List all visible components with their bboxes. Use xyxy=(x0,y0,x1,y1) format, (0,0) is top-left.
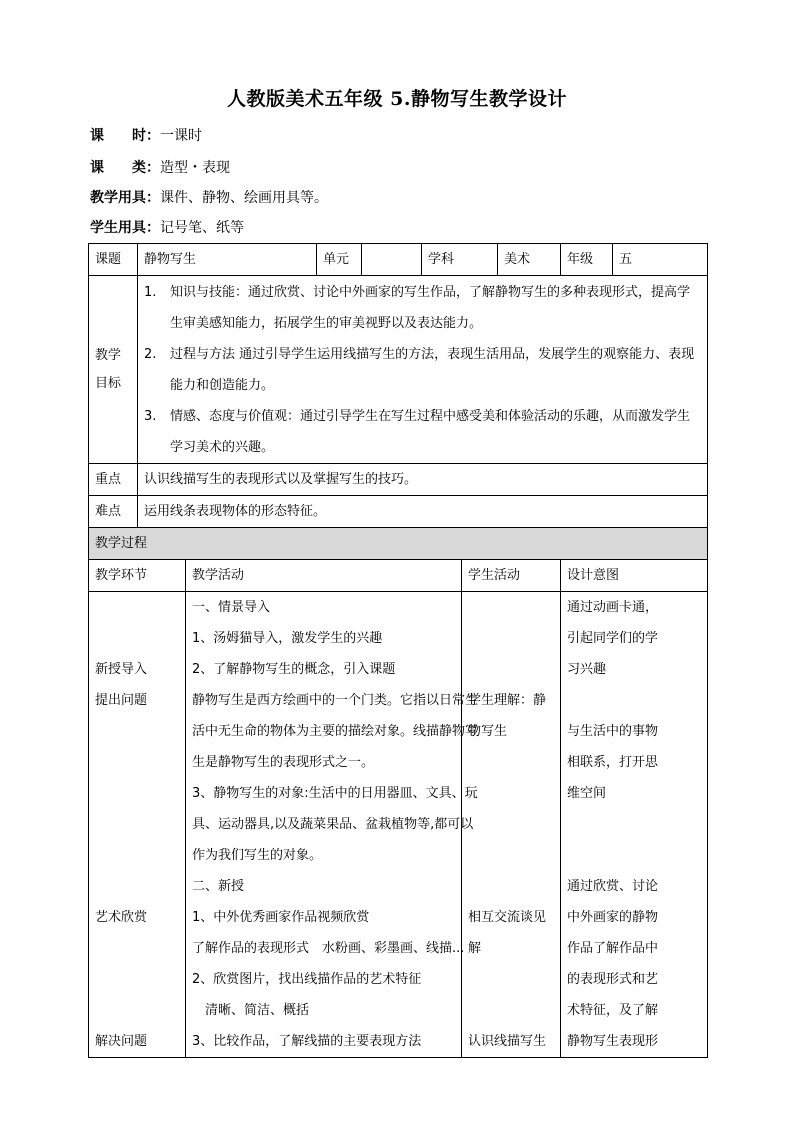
activity-line: 清晰、简洁、概括 xyxy=(192,1003,310,1018)
objective-item xyxy=(144,401,701,463)
activity-line: 2、了解静物写生的概念，引入课题 xyxy=(192,662,396,677)
student-header: 学生活动 xyxy=(462,560,561,592)
stage-line xyxy=(95,933,179,964)
stage-line: 艺术欣赏 xyxy=(95,910,148,925)
student-line: 解 xyxy=(468,941,482,956)
student-line xyxy=(468,995,554,1026)
objective-text: 情感、态度与价值观：通过引导学生在写生过程中感受美和体验活动的乐趣，从而激发学生学习美术的兴趣。 xyxy=(170,408,691,455)
objective-item xyxy=(144,277,701,339)
intent-line: 通过动画卡通， xyxy=(567,600,659,615)
activity-line: 作为我们写生的对象。 xyxy=(192,848,323,863)
activity-line: 2、欣赏图片，找出线描作品的艺术特征 xyxy=(192,972,422,987)
student-line: 相互交流谈见 xyxy=(468,910,547,925)
activity-line: 1、汤姆猫导入，激发学生的兴趣 xyxy=(192,631,383,646)
student-line xyxy=(468,809,554,840)
intent-line xyxy=(567,809,701,840)
student-line xyxy=(468,964,554,995)
student-line xyxy=(468,747,554,778)
stage-line xyxy=(95,964,179,995)
activity-line: 静物写生是西方绘画中的一个门类。它指以日常生 xyxy=(192,693,479,708)
intent-line: 通过欣赏、讨论 xyxy=(567,879,659,894)
objectives-label xyxy=(89,276,138,464)
intent-line: 相联系，打开思 xyxy=(567,755,659,770)
activity-line: 生是静物写生的表现形式之一。 xyxy=(192,755,375,770)
topic-label: 课题 xyxy=(89,244,138,276)
process-body-row xyxy=(89,592,708,1058)
difficulty-row xyxy=(89,496,708,528)
objectives-content xyxy=(138,276,708,464)
stage-line xyxy=(95,840,179,871)
activity-line: 具、运动器具,以及蔬菜果品、盆栽植物等,都可以 xyxy=(192,817,474,832)
student-line xyxy=(468,840,554,871)
key-point-label: 重点 xyxy=(89,464,138,496)
meta-teacher-tools xyxy=(90,187,328,207)
unit-value xyxy=(362,244,422,276)
key-point-text: 认识线描写生的表现形式以及掌握写生的技巧。 xyxy=(138,464,708,496)
activity-header: 教学活动 xyxy=(186,560,462,592)
intent-line xyxy=(567,840,701,871)
stage-line xyxy=(95,778,179,809)
objective-number: 2. xyxy=(144,346,157,362)
activity-line: 活中无生命的物体为主要的描绘对象。线描静物写 xyxy=(192,724,479,739)
objectives-row xyxy=(89,276,708,464)
topic-value: 静物写生 xyxy=(138,244,317,276)
intent-line: 中外画家的静物 xyxy=(567,910,659,925)
activity-line: 一、情景导入 xyxy=(192,600,271,615)
meta-period xyxy=(90,125,202,145)
stage-line xyxy=(95,592,179,623)
stage-line: 解决问题 xyxy=(95,1034,148,1049)
intent-line: 维空间 xyxy=(567,786,607,801)
key-point-row xyxy=(89,464,708,496)
intent-line: 作品了解作品中 xyxy=(567,941,659,956)
grade-label: 年级 xyxy=(561,244,613,276)
subject-value: 美术 xyxy=(498,244,561,276)
intent-line: 与生活中的事物 xyxy=(567,724,659,739)
intent-column xyxy=(561,592,708,1058)
stage-line: 新授导入 xyxy=(95,662,148,677)
stage-line xyxy=(95,623,179,654)
activity-line: 了解作品的表现形式 水粉画、彩墨画、线描... xyxy=(192,941,465,956)
stage-column xyxy=(89,592,186,1058)
intent-line xyxy=(567,685,701,716)
document-title: 人教版美术五年级 5.静物写生教学设计 xyxy=(227,88,567,110)
objective-number: 1. xyxy=(144,284,157,300)
period-label: 课 时： xyxy=(90,128,160,144)
objective-item xyxy=(144,339,701,401)
student-line xyxy=(468,871,554,902)
stage-line: 提出问题 xyxy=(95,693,148,708)
activity-line: 二、新授 xyxy=(192,879,245,894)
type-label: 课 类： xyxy=(90,160,160,176)
objective-text: 知识与技能：通过欣赏、讨论中外画家的写生作品，了解静物写生的多种表现形式，提高学生审美感知能力，拓展学生的审美视野以及表达能力。 xyxy=(170,284,691,331)
student-column xyxy=(462,592,561,1058)
lesson-plan-table xyxy=(88,243,708,1058)
student-line: 学生理解：静 xyxy=(468,693,547,708)
activity-line: 3、比较作品，了解线描的主要表现方法 xyxy=(192,1034,422,1049)
intent-line: 的表现形式和艺 xyxy=(567,972,659,987)
objectives-label-line1: 教学 xyxy=(95,347,122,363)
objective-number: 3. xyxy=(144,408,157,424)
student-line xyxy=(468,592,554,623)
period-value: 一课时 xyxy=(160,128,202,144)
activity-line: 3、静物写生的对象:生活中的日用器皿、文具、玩 xyxy=(192,786,478,801)
student-line: 认识线描写生 xyxy=(468,1034,547,1049)
grade-value: 五 xyxy=(613,244,708,276)
stage-line xyxy=(95,747,179,778)
intent-line: 引起同学们的学 xyxy=(567,631,659,646)
process-section-row xyxy=(89,528,708,560)
intent-line: 术特征，及了解 xyxy=(567,1003,659,1018)
process-header-row xyxy=(89,560,708,592)
header-row xyxy=(89,244,708,276)
meta-type xyxy=(90,157,230,177)
subject-label: 学科 xyxy=(422,244,498,276)
student-tools-label: 学生用具： xyxy=(90,220,160,236)
student-line xyxy=(468,623,554,654)
process-section-title: 教学过程 xyxy=(89,528,708,560)
difficulty-text: 运用线条表现物体的形态特征。 xyxy=(138,496,708,528)
stage-line xyxy=(95,716,179,747)
type-value: 造型・表现 xyxy=(160,160,230,176)
unit-label: 单元 xyxy=(317,244,362,276)
stage-line xyxy=(95,995,179,1026)
stage-line xyxy=(95,809,179,840)
activity-column xyxy=(186,592,479,1058)
intent-line: 习兴趣 xyxy=(567,662,607,677)
teacher-tools-label: 教学用具： xyxy=(90,190,160,206)
student-tools-value: 记号笔、纸等 xyxy=(160,220,244,236)
activity-line: 1、中外优秀画家作品视频欣赏 xyxy=(192,910,370,925)
difficulty-label: 难点 xyxy=(89,496,138,528)
intent-header: 设计意图 xyxy=(561,560,708,592)
stage-line xyxy=(95,871,179,902)
objectives-label-line2: 目标 xyxy=(95,375,122,391)
student-line xyxy=(468,654,554,685)
student-line xyxy=(468,778,554,809)
teacher-tools-value: 课件、静物、绘画用具等。 xyxy=(160,190,328,206)
meta-student-tools xyxy=(90,217,244,237)
stage-header: 教学环节 xyxy=(89,560,186,592)
objective-text: 过程与方法 通过引导学生运用线描写生的方法，表现生活用品，发展学生的观察能力、表现能力和创造能力。 xyxy=(170,346,695,393)
intent-line: 静物写生表现形 xyxy=(567,1034,659,1049)
student-line: 物写生 xyxy=(468,724,508,739)
